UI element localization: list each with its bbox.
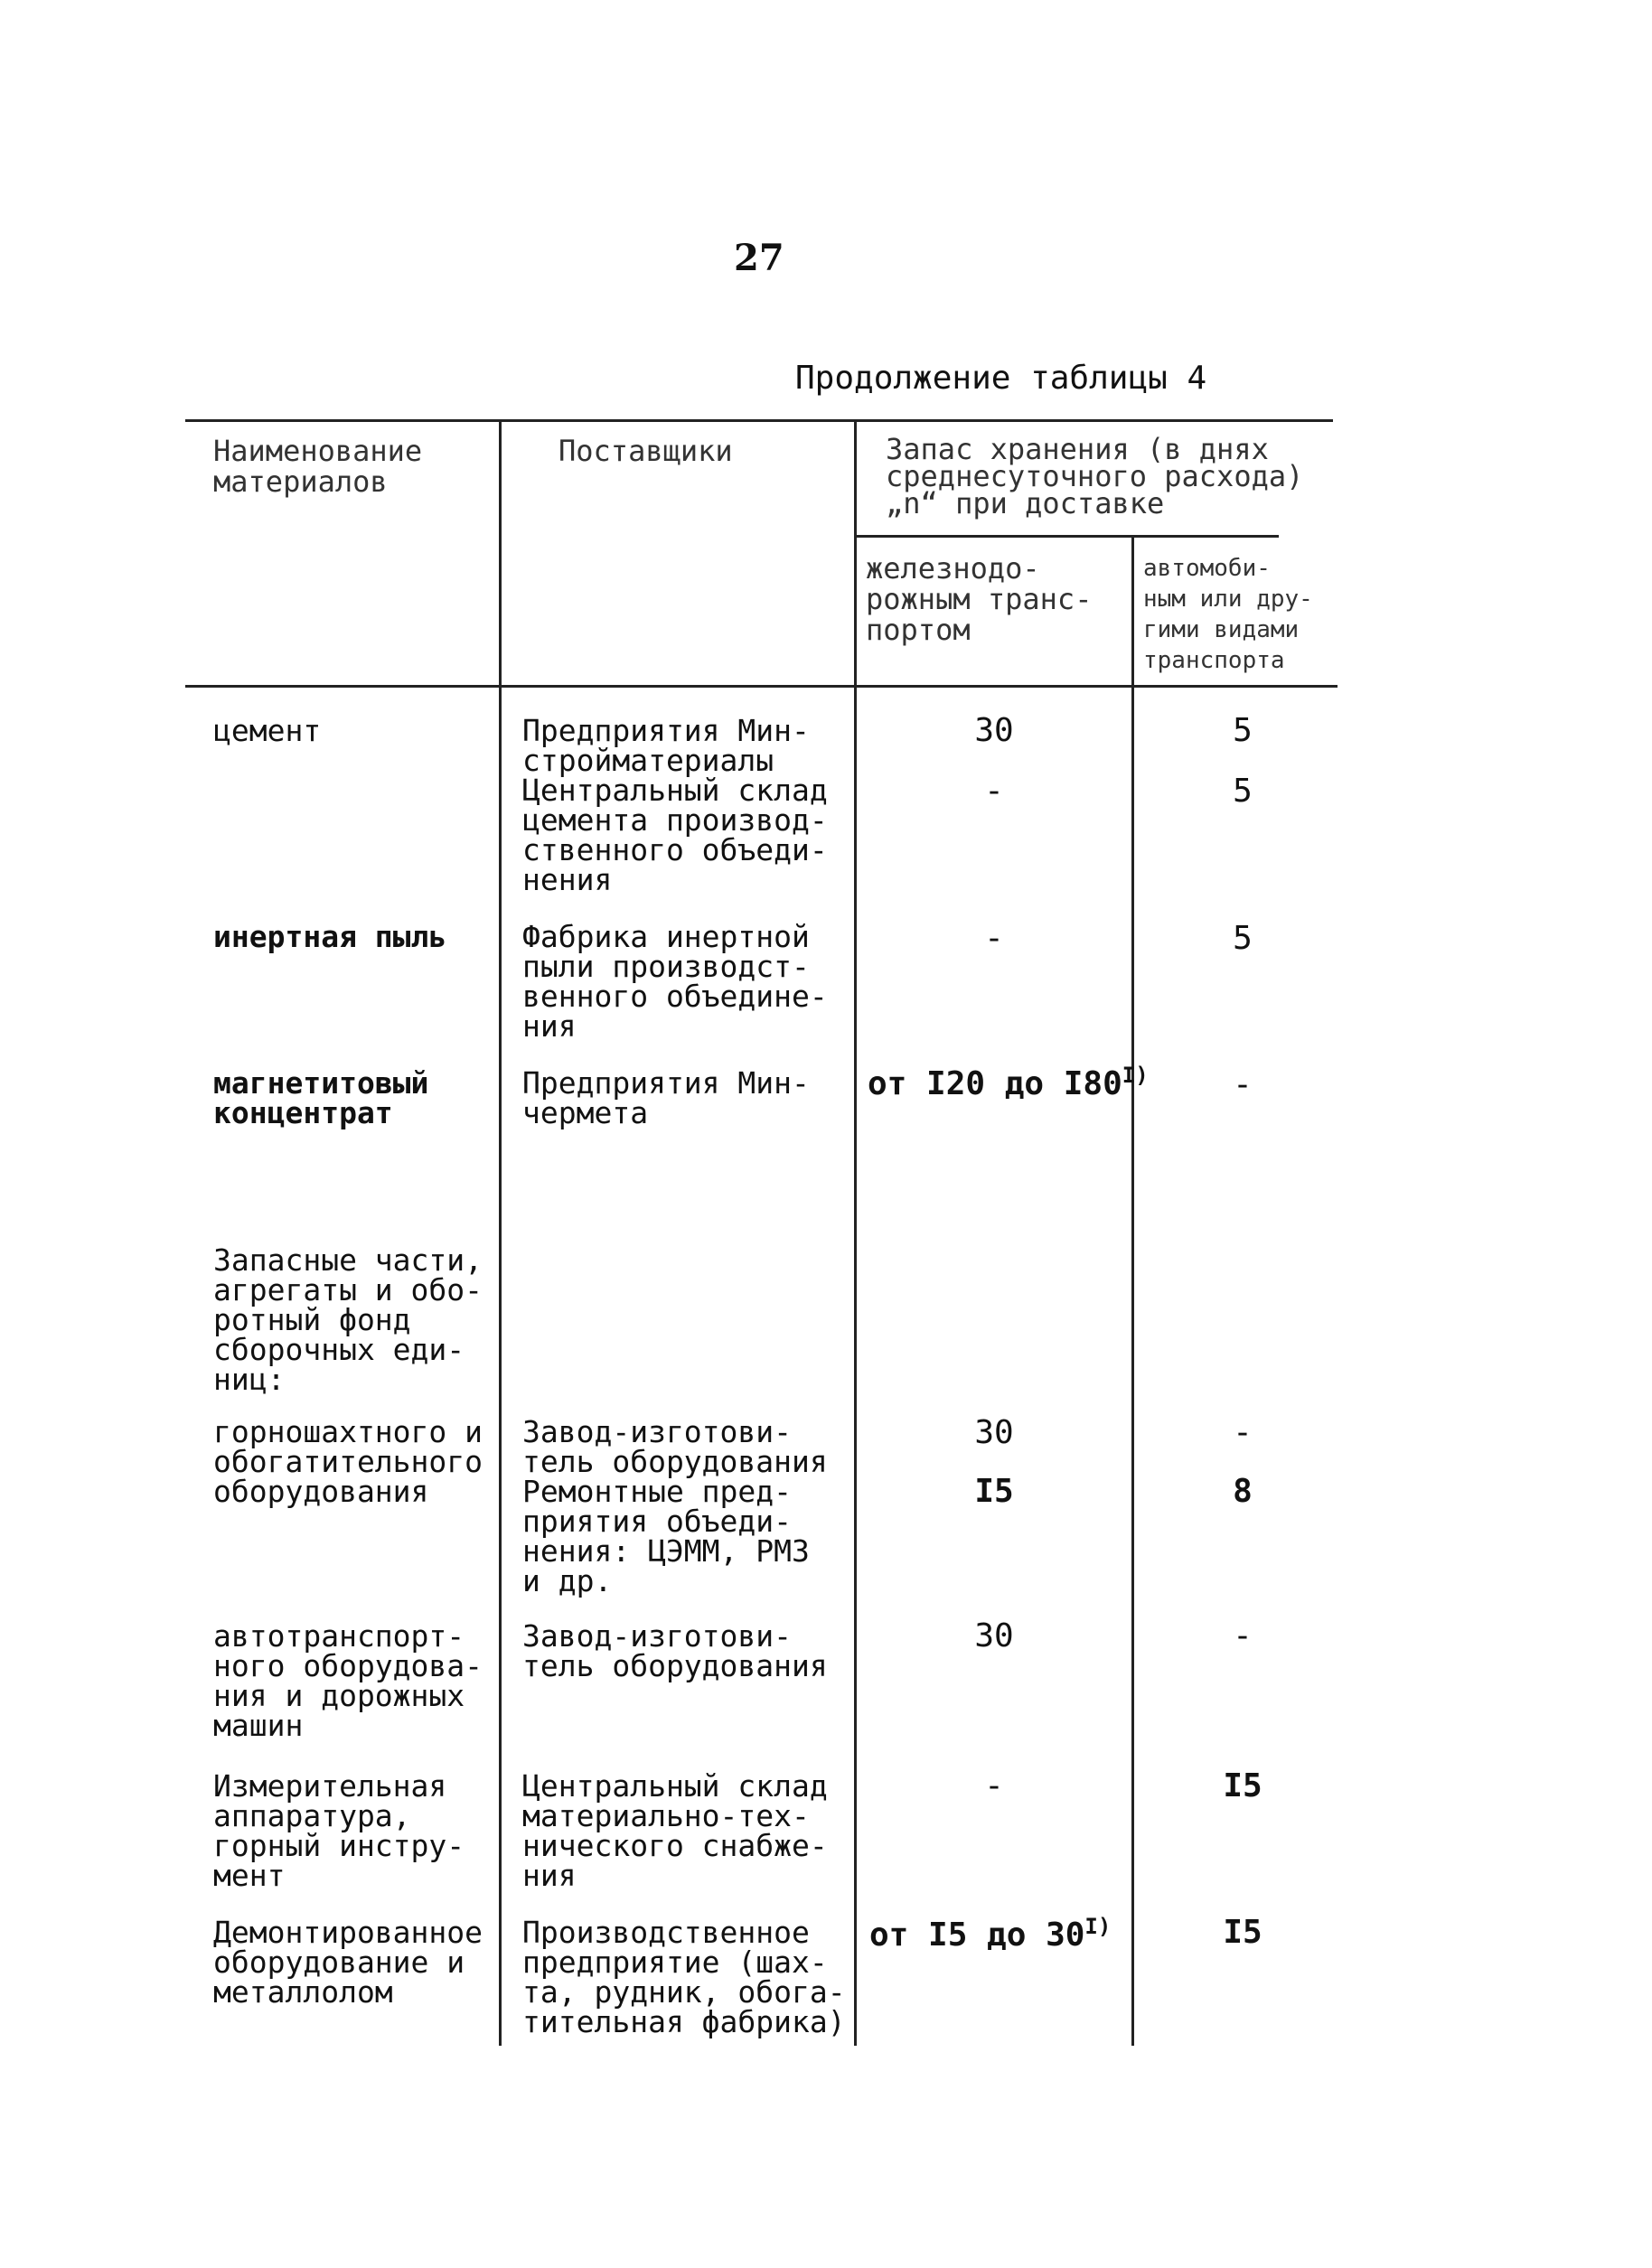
header-suppliers: Поставщики xyxy=(558,434,733,468)
column-divider-3 xyxy=(1131,537,1134,2046)
row-1-auto: 5 xyxy=(1233,712,1253,749)
row-10-rail xyxy=(869,1914,1111,1954)
row-9-auto: I5 xyxy=(1223,1767,1262,1804)
row-1-supplier: Предприятия Мин- стройматериалы xyxy=(522,713,810,778)
row-1-rail: 30 xyxy=(974,712,1014,749)
row-4-name: магнетитовый концентрат xyxy=(213,1065,429,1130)
row-6-name: горношахтного и обогатительного оборудования xyxy=(213,1414,483,1509)
row-9-rail: - xyxy=(984,1767,1004,1804)
row-10-name: Демонтированное оборудование и металлолом xyxy=(213,1915,483,2010)
row-3-supplier: Фабрика инертной пыли производст- венного объедине- ния xyxy=(522,919,828,1044)
row-6-supplier: Завод-изготови- тель оборудования xyxy=(522,1414,828,1479)
table-top-rule xyxy=(185,419,1333,422)
row-7-auto: 8 xyxy=(1233,1473,1253,1510)
row-3-auto: 5 xyxy=(1233,920,1253,957)
header-reserve: Запас хранения (в днях среднесуточного расхода) „n“ при доставке xyxy=(886,432,1304,520)
row-8-auto: - xyxy=(1233,1617,1253,1654)
row-7-supplier: Ремонтные пред- приятия объеди- нения: ЦЭММ, РМЗ и др. xyxy=(522,1474,810,1598)
row-10-auto: I5 xyxy=(1223,1914,1262,1951)
row-8-rail: 30 xyxy=(974,1617,1014,1654)
row-7-rail: I5 xyxy=(974,1473,1014,1510)
row-6-rail: 30 xyxy=(974,1414,1014,1451)
row-10-rail-footnote: I) xyxy=(1084,1914,1112,1939)
row-3-name: инертная пыль xyxy=(213,919,447,954)
row-9-supplier: Центральный склад материально-тех- нического снабже- ния xyxy=(522,1768,828,1893)
continuation-label: Продолжение таблицы 4 xyxy=(795,360,1207,397)
header-rail: железнодо- рожным транс- портом xyxy=(866,551,1093,647)
subheader-rule xyxy=(854,535,1279,538)
page-number: 27 xyxy=(734,237,784,279)
row-2-supplier: Центральный склад цемента производ- ственного объеди- нения xyxy=(522,773,828,897)
header-bottom-rule xyxy=(185,685,1338,688)
row-5-name: Запасные части, агрегаты и обо- ротный фонд сборочных еди- ниц: xyxy=(213,1242,483,1397)
row-4-rail-value: от I20 до I80 xyxy=(868,1065,1122,1102)
header-name: Наименование материалов xyxy=(213,434,423,499)
column-divider-1 xyxy=(499,419,502,2046)
row-10-rail-value: от I5 до 30 xyxy=(869,1917,1085,1954)
row-4-rail xyxy=(868,1063,1149,1102)
column-divider-2 xyxy=(854,419,857,2046)
row-3-rail: - xyxy=(984,920,1004,957)
row-8-name: автотранспорт- ного оборудова- ния и дорожных машин xyxy=(213,1618,483,1743)
row-2-auto: 5 xyxy=(1233,773,1253,810)
row-4-rail-footnote: I) xyxy=(1122,1063,1149,1088)
row-2-rail: - xyxy=(984,773,1004,810)
row-1-name: цемент xyxy=(213,713,322,748)
row-4-supplier: Предприятия Мин- чермета xyxy=(522,1065,810,1130)
row-9-name: Измерительная аппаратура, горный инстру- мент xyxy=(213,1768,465,1893)
row-8-supplier: Завод-изготови- тель оборудования xyxy=(522,1618,828,1683)
row-4-auto: - xyxy=(1233,1066,1253,1103)
row-10-supplier: Производственное предприятие (шах- та, рудник, обога- тительная фабрика) xyxy=(522,1915,846,2039)
row-6-auto: - xyxy=(1233,1414,1253,1451)
header-auto: автомоби- ным или дру- гими видами транспорта xyxy=(1143,555,1313,674)
